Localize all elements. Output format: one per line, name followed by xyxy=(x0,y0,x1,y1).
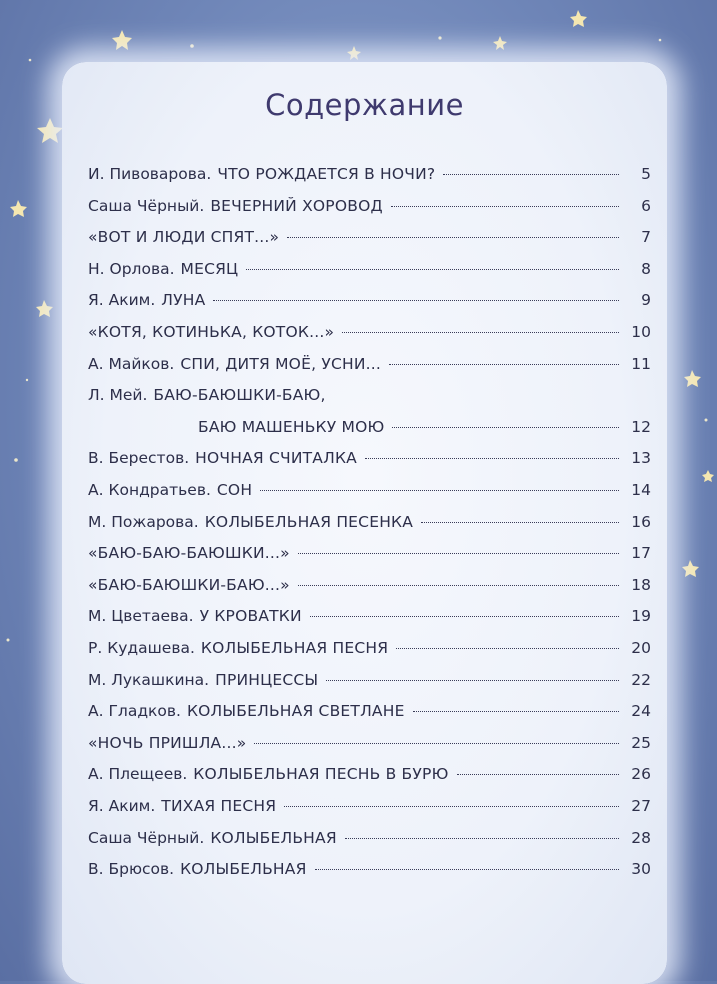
toc-entry xyxy=(88,860,651,888)
dot-leader xyxy=(345,838,619,839)
toc-title: КОЛЫБЕЛЬНАЯ ПЕСЕНКА xyxy=(204,512,414,531)
toc-author: В. Брюсов. xyxy=(88,860,175,879)
dot-leader xyxy=(326,680,619,681)
toc-page-number: 30 xyxy=(631,860,651,879)
toc-line xyxy=(88,860,651,878)
toc-entry xyxy=(88,671,651,699)
toc-line xyxy=(88,544,651,562)
toc-title: НОЧНАЯ СЧИТАЛКА xyxy=(195,449,357,468)
toc-line xyxy=(88,513,651,531)
toc-entry xyxy=(88,197,651,225)
toc-line xyxy=(88,734,651,752)
toc-page-number: 22 xyxy=(631,670,651,689)
star-icon xyxy=(37,118,63,143)
toc-title: ЧТО РОЖДАЕТСЯ В НОЧИ? xyxy=(217,165,436,183)
toc-line xyxy=(88,702,651,720)
dot-leader xyxy=(457,774,619,775)
toc-line xyxy=(88,386,651,404)
toc-page-number: 10 xyxy=(631,323,651,341)
dot-leader xyxy=(284,806,619,807)
toc-title: МЕСЯЦ xyxy=(180,259,239,278)
toc-line xyxy=(88,639,651,657)
toc-entry xyxy=(88,639,651,667)
toc-line xyxy=(88,671,651,689)
toc-page-number: 11 xyxy=(631,354,651,373)
dot-leader xyxy=(389,364,619,365)
toc-page-number: 24 xyxy=(631,702,651,721)
toc-entry xyxy=(88,544,651,572)
toc-author: А. Гладков. xyxy=(88,702,181,721)
toc-line-continued xyxy=(198,418,651,436)
toc-line xyxy=(88,323,651,341)
toc-title: КОЛЫБЕЛЬНАЯ СВЕТЛАНЕ xyxy=(186,702,405,721)
toc-page-number: 25 xyxy=(631,733,651,752)
toc-title: «НОЧЬ ПРИШЛА...» xyxy=(88,733,247,752)
toc-title: БАЮ-БАЮШКИ-БАЮ, xyxy=(153,386,326,405)
page-title: Содержание xyxy=(265,88,464,122)
toc-title: ПРИНЦЕССЫ xyxy=(215,670,319,689)
toc-line xyxy=(88,228,651,246)
dot-leader xyxy=(342,332,619,333)
toc-title: ТИХАЯ ПЕСНЯ xyxy=(161,797,277,815)
dot-leader xyxy=(421,522,619,523)
star-icon xyxy=(684,370,701,387)
toc-line xyxy=(88,291,651,309)
toc-line xyxy=(88,260,651,278)
toc-entry xyxy=(88,165,651,193)
toc-page-number: 20 xyxy=(631,639,651,657)
toc-title: «БАЮ-БАЮШКИ-БАЮ...» xyxy=(88,575,290,594)
star-icon xyxy=(702,470,714,482)
toc-line xyxy=(88,607,651,625)
toc-line xyxy=(88,197,651,215)
toc-author: А. Кондратьев. xyxy=(88,481,211,499)
toc-page-number: 8 xyxy=(641,259,651,278)
toc-entry xyxy=(88,765,651,793)
star-icon xyxy=(10,200,27,217)
dot-leader xyxy=(413,711,619,712)
star-icon xyxy=(493,36,507,50)
toc-line xyxy=(88,165,651,183)
dot-leader xyxy=(213,300,619,301)
toc-page-number: 26 xyxy=(631,765,651,784)
toc-title: КОЛЫБЕЛЬНАЯ ПЕСНЬ В БУРЮ xyxy=(193,765,449,784)
toc-author: Саша Чёрный. xyxy=(88,196,205,215)
dot-leader xyxy=(315,869,619,870)
toc-line xyxy=(88,797,651,815)
toc-author: М. Цветаева. xyxy=(88,607,194,626)
dot-leader xyxy=(254,743,619,744)
toc-page-number: 19 xyxy=(631,607,651,626)
toc-page-number: 6 xyxy=(641,196,651,215)
dot-leader xyxy=(246,269,619,270)
toc-author: Я. Аким. xyxy=(88,797,156,815)
toc-entry xyxy=(88,734,651,762)
toc-title: «КОТЯ, КОТИНЬКА, КОТОК...» xyxy=(88,323,335,341)
dot-leader xyxy=(391,206,619,207)
toc-title: СПИ, ДИТЯ МОЁ, УСНИ... xyxy=(180,354,382,373)
toc-title: КОЛЫБЕЛЬНАЯ xyxy=(210,828,337,847)
toc-entry xyxy=(88,260,651,288)
toc-title: У КРОВАТКИ xyxy=(199,607,302,626)
toc-title: ЛУНА xyxy=(161,291,206,310)
toc-entry xyxy=(88,576,651,604)
toc-page-number: 13 xyxy=(631,449,651,468)
dot-leader xyxy=(443,174,619,175)
toc-page-number: 27 xyxy=(631,797,651,815)
toc-page-number: 9 xyxy=(641,291,651,310)
dot-leader xyxy=(365,458,619,459)
toc-author: Л. Мей. xyxy=(88,386,148,405)
toc-title: «ВОТ И ЛЮДИ СПЯТ...» xyxy=(88,228,280,247)
toc-author: Саша Чёрный. xyxy=(88,828,205,847)
toc-entry xyxy=(88,829,651,857)
toc-page-number: 28 xyxy=(631,828,651,847)
toc-author: А. Майков. xyxy=(88,354,175,373)
star-icon xyxy=(347,46,361,60)
dot-leader xyxy=(310,616,619,617)
toc-line xyxy=(88,481,651,499)
dot-leader xyxy=(298,553,619,554)
star-icon xyxy=(36,300,53,317)
toc-title-continued: БАЮ МАШЕНЬКУ МОЮ xyxy=(198,417,385,436)
toc-line xyxy=(88,355,651,373)
toc-author: М. Пожарова. xyxy=(88,512,199,531)
toc-entry xyxy=(88,481,651,509)
star-icon xyxy=(682,560,699,577)
toc-line xyxy=(88,829,651,847)
toc-entry xyxy=(88,797,651,825)
toc-line xyxy=(88,449,651,467)
toc-title: СОН xyxy=(216,481,253,499)
dot-leader xyxy=(260,490,619,491)
dot-leader xyxy=(392,427,619,428)
toc-entry xyxy=(88,323,651,351)
toc-entry xyxy=(88,355,651,383)
toc-page-number: 14 xyxy=(631,481,651,499)
toc-author: Н. Орлова. xyxy=(88,259,175,278)
toc-entry xyxy=(88,291,651,319)
dot-leader xyxy=(396,648,619,649)
toc-page-number: 18 xyxy=(631,575,651,594)
toc-author: М. Лукашкина. xyxy=(88,670,210,689)
toc-page-number: 16 xyxy=(631,512,651,531)
toc-title: ВЕЧЕРНИЙ ХОРОВОД xyxy=(210,196,383,215)
star-icon xyxy=(570,10,587,27)
toc-author: Р. Кудашева. xyxy=(88,639,195,657)
toc-entry xyxy=(88,513,651,541)
toc-page-number: 12 xyxy=(631,417,651,436)
toc-page-number: 7 xyxy=(641,228,651,247)
toc-author: Я. Аким. xyxy=(88,291,156,310)
toc-entry xyxy=(88,386,651,436)
toc-entry xyxy=(88,228,651,256)
toc-title: КОЛЫБЕЛЬНАЯ ПЕСНЯ xyxy=(200,639,389,657)
toc-entry xyxy=(88,449,651,477)
toc-page-number: 5 xyxy=(641,165,651,183)
toc-entry xyxy=(88,607,651,635)
toc-entry xyxy=(88,702,651,730)
toc-author: А. Плещеев. xyxy=(88,765,188,784)
toc-title: «БАЮ-БАЮ-БАЮШКИ...» xyxy=(88,544,290,563)
toc-author: И. Пивоварова. xyxy=(88,165,212,183)
toc-title: КОЛЫБЕЛЬНАЯ xyxy=(180,860,307,879)
dot-leader xyxy=(287,237,619,238)
toc-line xyxy=(88,765,651,783)
toc-author: В. Берестов. xyxy=(88,449,190,468)
toc-page-number: 17 xyxy=(631,544,651,563)
toc-line xyxy=(88,576,651,594)
star-icon xyxy=(112,30,132,50)
dot-leader xyxy=(298,585,619,586)
